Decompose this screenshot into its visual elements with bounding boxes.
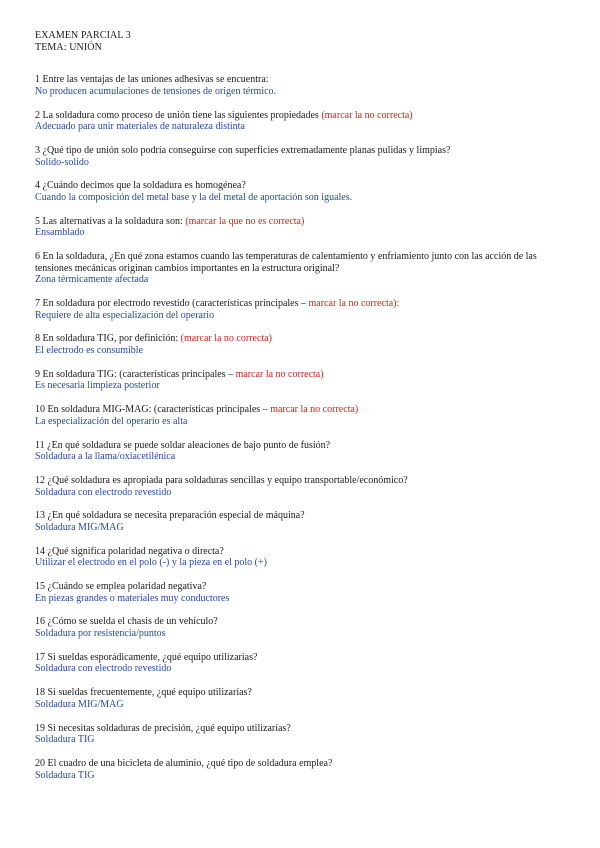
question-text (35, 216, 575, 228)
answer-text: Solido-solido (35, 156, 89, 168)
question-note: (marcar la no correcta) (180, 333, 272, 345)
answer-text: Soldadura a la llama/oxiacetilénica (35, 451, 176, 463)
answer-text: Cuando la composición del metal base y la del metal de aportación son iguales. (35, 191, 353, 203)
question-item-5 (35, 216, 575, 239)
question-item-4 (35, 180, 575, 203)
question-prompt: 5 Las alternativas a la soldadura son: (35, 215, 186, 227)
question-text (35, 145, 575, 157)
question-text (35, 687, 575, 699)
exam-header (35, 30, 575, 53)
question-prompt: 9 En soldadura TIG: (características principales – (35, 368, 236, 380)
question-text (35, 440, 575, 452)
question-prompt: 20 El cuadro de una bicicleta de aluminio, ¿qué tipo de soldadura emplea? (35, 757, 333, 769)
question-prompt: 18 Si sueldas frecuentemente, ¿qué equipo utilizarías? (35, 687, 252, 699)
question-prompt: 3 ¿Qué tipo de unión solo podría conseguirse con superficies extremadamente planas pulidas y limpias? (35, 144, 451, 156)
question-text (35, 180, 575, 192)
answer-text: La especialización del operario es alta (35, 415, 188, 427)
question-item-17 (35, 652, 575, 675)
answer-text: Soldadura con electrodo revestido (35, 663, 172, 675)
question-text (35, 510, 575, 522)
question-prompt: 2 La soldadura como proceso de unión tiene las siguientes propiedades (35, 109, 322, 121)
answer-text: Soldadura con electrodo revestido (35, 486, 172, 498)
answer-text: Soldadura MIG/MAG (35, 698, 124, 710)
question-prompt: 13 ¿En qué soldadura se necesita preparación especial de máquina? (35, 510, 305, 522)
answer-text: Zona térmicamente afectada (35, 274, 149, 286)
question-text (35, 298, 575, 310)
question-item-1 (35, 74, 575, 97)
question-list (35, 74, 575, 781)
question-note: (marcar la no correcta) (321, 109, 413, 121)
question-item-6 (35, 251, 575, 286)
question-item-13 (35, 510, 575, 533)
question-prompt: 10 En soldadura MIG-MAG: (características principales – (35, 404, 271, 416)
answer-text: Utilizar el electrodo en el polo (-) y la pieza en el polo (+) (35, 557, 267, 569)
question-text (35, 110, 575, 122)
question-prompt: 12 ¿Qué soldadura es apropiada para soldaduras sencillas y equipo transportable/económico? (35, 474, 408, 486)
question-text (35, 652, 575, 664)
question-text (35, 74, 575, 86)
answer-text: Es necesaria limpieza posterior (35, 380, 160, 392)
question-item-2 (35, 110, 575, 133)
question-item-3 (35, 145, 575, 168)
answer-text: En piezas grandes o materiales muy conductores (35, 592, 230, 604)
answer-text: Soldadura MIG/MAG (35, 521, 124, 533)
question-prompt: 14 ¿Qué significa polaridad negativa o directa? (35, 545, 224, 557)
question-text (35, 581, 575, 593)
question-prompt: 16 ¿Cómo se suelda el chasis de un vehículo? (35, 616, 218, 628)
answer-text: Adecuado para unir materiales de naturaleza distinta (35, 121, 245, 133)
question-item-7 (35, 298, 575, 321)
question-note: (marcar la que no es correcta) (185, 215, 305, 227)
question-text (35, 404, 575, 416)
exam-topic: TEMA: UNIÓN (35, 41, 102, 53)
question-item-8 (35, 333, 575, 356)
answer-text: Soldadura por resistencia/puntos (35, 628, 166, 639)
answer-text: Soldadura TIG (35, 734, 95, 746)
answer-text: Soldadura TIG (35, 769, 95, 781)
question-note: marcar la no correcta) (270, 404, 359, 416)
question-note: marcar la no correcta): (308, 298, 400, 310)
question-item-10 (35, 404, 575, 427)
answer-text: Ensamblado (35, 227, 85, 239)
answer-text: No producen acumulaciones de tensiones de origen térmico. (35, 85, 277, 97)
question-text (35, 251, 575, 274)
question-text (35, 546, 575, 558)
question-prompt: 6 En la soldadura, ¿En qué zona estamos cuando las temperaturas de calentamiento y enfriamiento junto con las acción de las tensiones mecánicas originan cambios importantes en la estructura original? (35, 251, 537, 274)
question-item-14 (35, 546, 575, 569)
answer-text: Requiere de alta especialización del operario (35, 309, 215, 321)
question-text (35, 333, 575, 345)
question-item-16 (35, 616, 575, 639)
question-item-19 (35, 723, 575, 746)
question-prompt: 4 ¿Cuándo decimos que la soldadura es homogénea? (35, 180, 246, 192)
question-text (35, 616, 575, 628)
question-text (35, 475, 575, 487)
question-item-11 (35, 440, 575, 463)
question-item-12 (35, 475, 575, 498)
question-text (35, 369, 575, 381)
question-item-15 (35, 581, 575, 604)
question-item-18 (35, 687, 575, 710)
question-prompt: 17 Si sueldas esporádicamente, ¿qué equipo utilizarías? (35, 651, 258, 663)
exam-document (35, 30, 575, 793)
question-item-20 (35, 758, 575, 781)
answer-text: El electrodo es consumible (35, 345, 144, 356)
question-note: marcar la no correcta) (235, 368, 324, 380)
question-prompt: 11 ¿En qué soldadura se puede soldar aleaciones de bajo punto de fusión? (35, 439, 331, 451)
question-prompt: 15 ¿Cuándo se emplea polaridad negativa? (35, 581, 207, 593)
question-item-9 (35, 369, 575, 392)
question-prompt: 19 Si necesitas soldaduras de precisión, ¿qué equipo utilizarías? (35, 722, 291, 734)
question-prompt: 7 En soldadura por electrodo revestido (características principales – (35, 298, 309, 310)
question-text (35, 758, 575, 770)
question-text (35, 723, 575, 735)
question-prompt: 8 En soldadura TIG, por definición: (35, 333, 181, 345)
exam-title: EXAMEN PARCIAL 3 (35, 30, 131, 41)
question-prompt: 1 Entre las ventajas de las uniones adhesivas se encuentra: (35, 74, 269, 86)
